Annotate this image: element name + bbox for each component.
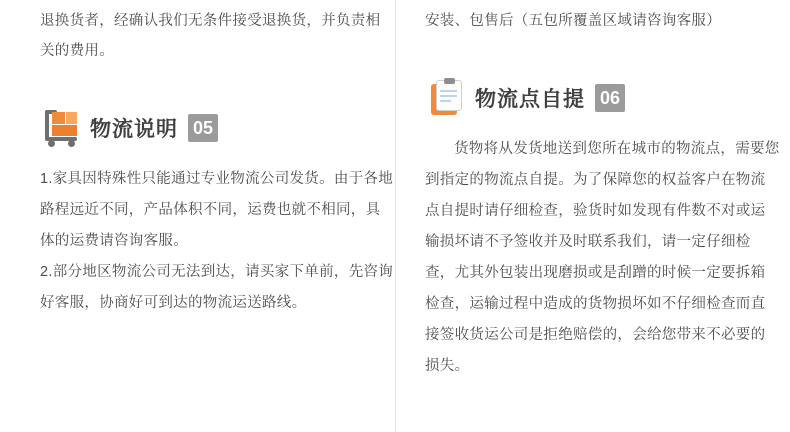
section-title: 物流点自提 [475, 88, 585, 111]
right-column [425, 0, 780, 382]
column-divider [395, 0, 396, 432]
left-column [40, 0, 395, 319]
paragraph: 1.家具因特殊性只能通过专业物流公司发货。由于各地路程远近不同，产品体积不同，运费也就不相同，具体的运费请咨询客服。 [40, 171, 394, 249]
right-carryover-text: 安装、包售后（五包所覆盖区域请咨询客服） [425, 13, 721, 29]
paragraph: 货物将从发货地送到您所在城市的物流点，需要您到指定的物流点自提。为了保障您的权益客户在物流点自提时请仔细检查，验货时如发现有件数不对或运输损坏请不予签收并及时联系我们，请一定仔细检查，尤其外包装出现磨损或是刮蹭的时候一定要拆箱检查，运输过程中造成的货物损坏如不仔细检查而直接签收货运公司是拒绝赔偿的，会给您带来不必要的损失。 [425, 141, 780, 374]
section-number-badge: 06 [595, 84, 625, 112]
left-carryover-text: 退换货者，经确认我们无条件接受退换货，并负责相关的费用。 [40, 13, 381, 59]
section-header [40, 106, 395, 150]
clipboard-icon [425, 78, 469, 118]
section-title: 物流说明 [90, 118, 178, 141]
section-header [425, 76, 780, 120]
section-body [425, 134, 780, 382]
section-body [40, 164, 395, 319]
section-logistics-description [40, 106, 395, 319]
section-number-badge: 05 [188, 114, 218, 142]
delivery-cart-icon [40, 108, 84, 148]
section-pickup-point [425, 76, 780, 382]
paragraph: 2.部分地区物流公司无法到达，请买家下单前，先咨询好客服，协商好可到达的物流运送路线。 [40, 264, 394, 311]
